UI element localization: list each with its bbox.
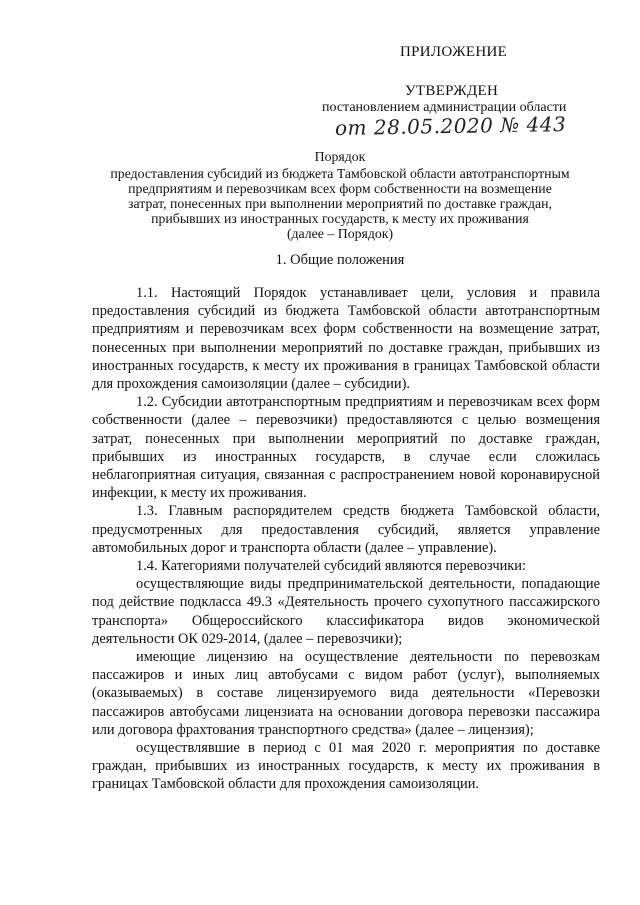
subtitle-line: предприятиям и перевозчикам всех форм собственности на возмещение <box>128 181 552 196</box>
paragraph-1-4: 1.4. Категориями получателей субсидий являются перевозчики: <box>136 558 526 575</box>
paragraph-category-1: осуществляющие виды предпринимательской деятельности, попадающие под действие подкласса 49.3 «Деятельность прочего сухопутного пассажирского транспорта» Общероссийского классификатора видов экономической деятельности ОК 029-2014, (далее – перевозчики); <box>92 576 600 647</box>
subtitle-line: затрат, понесенных при выполнении мероприятий по доставке граждан, <box>128 196 552 211</box>
subtitle-line: предоставления субсидий из бюджета Тамбовской области автотранспортным <box>110 166 570 181</box>
subtitle-line: прибывших из иностранных государств, к месту их проживания <box>151 211 529 226</box>
section-heading: 1. Общие положения <box>275 252 405 268</box>
approved-label: УТВЕРЖДЕН <box>405 83 499 99</box>
paragraph-1-3: 1.3. Главным распорядителем средств бюджета Тамбовской области, предусмотренных для предоставления субсидий, является управление автомобильных дорог и транспорта области (далее – управление). <box>92 503 600 556</box>
subtitle-line: (далее – Порядок) <box>286 226 394 241</box>
paragraph-category-2: имеющие лицензию на осуществление деятельности по перевозкам пассажиров и иных лиц автобусами с видом работ (услуг), выполняемых (оказываемых) в составе лицензируемого вида деятельности «Перевозки пассажиров автобусами лицензиата на основании договора перевозки пассажира или договора фрахтования транспортного средства» (далее – лицензия); <box>92 649 600 738</box>
paragraph-1-1: 1.1. Настоящий Порядок устанавливает цели, условия и правила предоставления субсидий из бюджета Тамбовской области автотранспортным предприятиям и перевозчикам всех форм собственности на возмещение затрат, понесенных при выполнении мероприятий по доставке граждан, прибывших из иностранных государств, к месту их проживания в границах Тамбовской области для прохождения самоизоляции (далее – субсидии). <box>92 285 600 393</box>
document-body <box>92 284 600 794</box>
handwritten-date-number: от 28.05.2020 № 443 <box>334 111 567 141</box>
appendix-label: ПРИЛОЖЕНИЕ <box>400 44 508 60</box>
paragraph-category-3: осуществлявшие в период с 01 мая 2020 г. мероприятия по доставке граждан, прибывших из иностранных государств, к месту их проживания в границах Тамбовской области для прохождения самоизоляции. <box>92 740 600 793</box>
paragraph-1-2: 1.2. Субсидии автотранспортным предприятиям и перевозчикам всех форм собственности (далее – перевозчики) предоставляются с целью возмещения затрат, понесенных при выполнении мероприятий по доставке граждан, прибывших из иностранных государств, в случае если сложилась неблагоприятная ситуация, связанная с распространением новой коронавирусной инфекции, к месту их проживания. <box>92 394 600 502</box>
resolution-line: постановлением администрации области <box>322 100 567 115</box>
order-title: Порядок <box>314 149 366 164</box>
order-subtitle <box>60 166 620 241</box>
